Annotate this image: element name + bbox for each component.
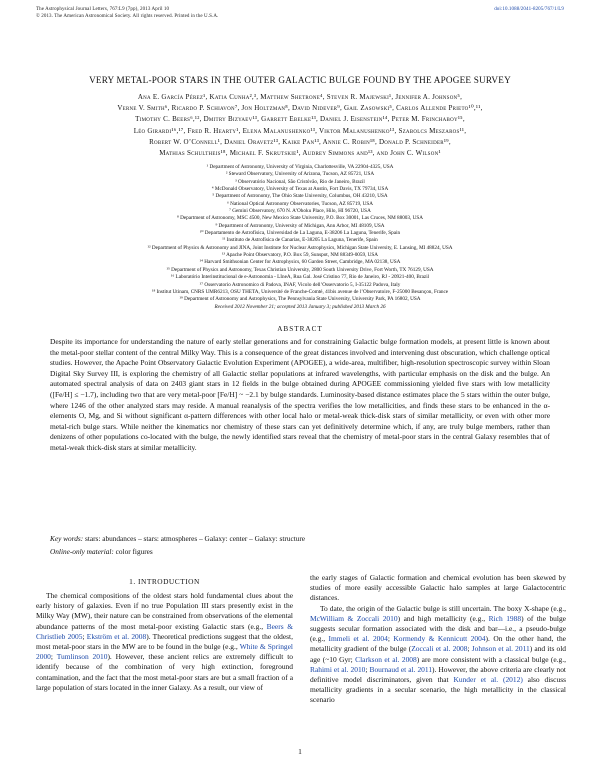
affiliation-list (34, 164, 566, 311)
online-label: Online-only material: (50, 547, 114, 556)
citation-link[interactable]: Kunder et al. (2012) (453, 675, 523, 685)
affiliation: ⁷ Gemini Observatory, 670 N. A’Ohoku Place, Hilo, HI 96720, USA (229, 208, 371, 215)
author-line: Mathias Schultheis¹⁸, Michael F. Skrutskie¹, Audrey Simmons and¹³, and John C. Wilson¹ (159, 149, 441, 158)
text-run: ) and its old age (~10 Gyr; (310, 644, 566, 664)
citation-link[interactable]: Clarkson et al. 2008 (355, 654, 417, 664)
text-run: The chemical compositions of the oldest stars hold fundamental clues about the early history of galaxies. Even if no true Population III stars presently exist in the Milky Way (MW), their nature can be constrained from observations of the elemental abundance patterns of the most metal-poor existing Galactic stars (e.g., (36, 591, 293, 631)
received-dates: Received 2012 November 21; accepted 2013 January 3; published 2013 March 26 (214, 303, 386, 310)
abstract-text: Despite its importance for understanding the nature of early stellar generations and for constraining Galactic bulge formation models, at present little is known about the metal-poor stellar content of the central Milky Way. This is a consequence of the great distances involved and intervening dust obscuration, which challenge optical studies. However, the Apache Point Observatory Galactic Evolution Experiment (APOGEE), a wide-area, multifiber, high-resolution spectroscopic survey within Sloan Digital Sky Survey III, is exploring the chemistry of all Galactic stellar populations at infrared wavelengths, with particular emphasis on the disk and the bulge. An automated spectral analysis of data on 2403 giant stars in 12 fields in the bulge obtained during APOGEE commissioning yielded five stars with low metallicity ([Fe/H] ≤ −1.7), including two that are very metal-poor [Fe/H] ~ −2.1 by bulge standards. Luminosity-based distance estimates place the 5 stars within the outer bulge, where 1246 of the other analyzed stars may reside. A manual reanalysis of the spectra verifies the low metallicities, and finds these stars to be enhanced in the α-elements O, Mg, and Si without significant α-pattern differences with other local halo or metal-weak thick-disk stars of similar metallicity, or even with other more metal-rich bulge stars. While neither the kinematics nor chemistry of these stars can yet definitively determine which, if any, are truly bulge members, rather than denizens of other populations co-located with the bulge, the newly identified stars reveal that the chemistry of metal-poor stars in the central Galaxy resembles that of metal-weak thick-disk stars at similar metallicity. (50, 337, 550, 452)
running-header (36, 6, 218, 20)
left-column-text (36, 591, 293, 693)
citation-link[interactable]: Immeli et al. 2004 (328, 634, 388, 644)
text-run: also discuss metallicity gradients in a secular scenario, the high metallicity in the classical scenario (310, 675, 566, 705)
text-run: ; (365, 664, 370, 674)
text-run: ) of the bulge suggests secular formation associated with the disk and bar—i.e., a pseudo-bulge (e.g., (310, 613, 566, 644)
affiliation: ¹ Department of Astronomy, University of Virginia, Charlottesville, VA 22904-4325, USA (206, 164, 394, 170)
author-line: Timothy C. Beers⁶,¹², Dmitry Bizyaev¹³, Garrett Ebelke¹³, Daniel J. Eisenstein¹⁴, Peter M. Frinchaboy¹⁵, (135, 115, 465, 124)
text-run: ; (82, 631, 87, 641)
keywords (50, 534, 550, 544)
affiliation: ¹⁸ Institut Utinam, CNRS UMR6213, OSU THETA, Université de Franche-Comté, 41bis avenue de l’Observatoire, F-25000 Besançon, France (151, 288, 449, 295)
abstract-heading: ABSTRACT (277, 325, 323, 333)
text-run: ) are more consistent with a classical bulge (e.g., (416, 654, 566, 664)
doi-link[interactable]: doi:10.1088/2041-8205/767/1/L9 (494, 7, 564, 12)
citation-link[interactable]: Johnson et al. 2011 (471, 644, 530, 654)
citation-link[interactable]: Zoccali et al. 2008 (411, 644, 468, 654)
affiliation: ³ Observatório Nacional, São Cristóvão, Rio de Janeiro, Brazil (235, 178, 365, 185)
author-line: Verne V. Smith⁶, Ricardo P. Schiavon⁷, Jon Holtzman⁸, David Nidever⁹, Gail Zasowski⁵, Carlos Allende Prieto¹⁰,¹¹, (117, 104, 483, 113)
paragraph (310, 604, 566, 706)
affiliation: ⁸ Department of Astronomy, MSC 4500, New Mexico State University, P.O. Box 30001, Las Cruces, NM 88003, USA (177, 215, 423, 222)
citation-link[interactable]: McWilliam & Zoccali 2010 (310, 613, 398, 623)
affiliation: ² Steward Observatory, University of Arizona, Tucson, AZ 85721, USA (225, 171, 375, 178)
page-number: 1 (298, 747, 302, 756)
text-run: ; (467, 644, 472, 654)
citation-link[interactable]: White & Springel 2000 (36, 642, 293, 662)
affiliation: ¹⁶ Laboratório Interinstitucional de e-Astronomia - LIneA, Rua Gal. José Cristino 77, Rio de Janeiro, RJ - 20921-400, Brazil (170, 274, 430, 281)
affiliation: ¹² Department of Physics & Astronomy and JINA, Joint Institute for Nuclear Astrophysics, Michigan State University, E. Lansing, MI 48824, USA (147, 244, 453, 251)
affiliation: ⁴ McDonald Observatory, University of Texas at Austin, Fort Davis, TX 79734, USA (211, 186, 389, 193)
text-run: ) and high metallicity (e.g., (397, 613, 489, 623)
text-run: To date, the origin of the Galactic bulge is still uncertain. The boxy X-shape (e.g., (320, 603, 566, 613)
citation-link[interactable]: Rich 1988 (488, 613, 522, 623)
author-line: Léo Girardi¹⁶,¹⁷, Fred R. Hearty¹, Elena Malanushenko¹³, Viktor Malanushenko¹³, Szabolcs Meszaros¹¹, (133, 126, 467, 135)
paper-title: VERY METAL-POOR STARS IN THE OUTER GALACTIC BULGE FOUND BY THE APOGEE SURVEY (89, 75, 511, 85)
affiliation: ¹¹ Instituto de Astrofísica de Canarias, E-38205 La Laguna, Tenerife, Spain (222, 237, 378, 244)
affiliation: ¹³ Apache Point Observatory, P.O. Box 59, Sunspot, NM 88349-0059, USA (221, 252, 379, 259)
affiliation: ¹⁹ Department of Astronomy and Astrophysics, The Pennsylvania State University, University Park, PA 16802, USA (179, 296, 421, 303)
affiliation: ⁵ Department of Astronomy, The Ohio State University, Columbus, OH 43210, USA (212, 193, 388, 200)
text-run: ; (50, 652, 57, 662)
affiliation: ⁶ National Optical Astronomy Observatories, Tucson, AZ 85719, USA (226, 200, 374, 207)
keywords-label: Key words: (50, 534, 84, 543)
citation-link[interactable]: Tumlinson 2010 (56, 652, 108, 662)
author-list (34, 92, 566, 159)
citation-link[interactable]: Bournaud et al. 2011 (369, 664, 433, 674)
citation-link[interactable]: Kormendy & Kennicutt 2004 (393, 634, 486, 644)
text-run: ). However, the above criteria are clearly not definitive model discriminators, given that (310, 664, 566, 685)
text-run: ). Theoretical predictions suggest that the oldest, most metal-poor stars in the MW are to be found in the bulge (e.g., (36, 631, 293, 652)
affiliation: ¹⁴ Harvard Smithsonian Center for Astrophysics, 60 Garden Street, Cambridge, MA 02138, USA (199, 259, 401, 266)
affiliation: ¹⁰ Departamento de Astrofísica, Universidad de La Laguna, E-38206 La Laguna, Tenerife, Spain (199, 230, 401, 237)
affiliation: ¹⁷ Osservatorio Astronomico di Padova, INAF, Vicolo dell’Osservatorio 5, I-35122 Padova, Italy (199, 281, 401, 288)
journal-citation: The Astrophysical Journal Letters, 767:L9 (7pp), 2013 April 10 (36, 7, 170, 12)
author-line: Ana E. García Pérez¹, Katia Cunha²,³, Matthew Shetrone⁴, Steven R. Majewski¹, Jennifer A. Johnson⁵, (137, 93, 463, 101)
affiliation: ⁹ Department of Astronomy, University of Michigan, Ann Arbor, MI 48109, USA (215, 222, 385, 229)
citation-link[interactable]: Ekström et al. 2008 (86, 631, 147, 641)
affiliation: ¹⁵ Department of Physics and Astronomy, Texas Christian University, 2800 South University Drive, Fort Worth, TX 76129, USA (166, 266, 434, 273)
citation-link[interactable]: Beers & Christlieb 2005 (36, 621, 293, 641)
doi-header (494, 6, 564, 13)
online-text: color figures (115, 547, 153, 556)
author-line: Robert W. O’Connell¹, Daniel Oravetz¹³, Kaike Pan¹³, Annie C. Robin¹⁸, Donald P. Schneider¹⁹, (149, 137, 451, 146)
paragraph: the early stages of Galactic formation and chemical evolution has been skewed by studies of more easily accessible Galactic halo samples at large Galactocentric distances. (310, 573, 566, 603)
text-run: ). On the other hand, the metallicity gradient of the bulge ( (310, 634, 566, 654)
citation-link[interactable]: Rahimi et al. 2010 (310, 664, 366, 674)
online-material (50, 547, 550, 557)
section-heading-introduction: 1. INTRODUCTION (129, 577, 200, 586)
keywords-text: stars: abundances – stars: atmospheres – Galaxy: center – Galaxy: structure (85, 534, 306, 543)
text-run: ; (387, 634, 394, 644)
right-column-text (310, 573, 566, 706)
copyright-notice: © 2013. The American Astronomical Society. All rights reserved. Printed in the U.S.A. (36, 14, 219, 19)
text-run: ). However, these ancient relics are extremely difficult to identify because of the combination of very high extinction, foreground contamination, and the fact that the most metal-poor stars are but a small fraction of a large population of stars located in the inner Galaxy. As a result, our view of (36, 652, 293, 692)
